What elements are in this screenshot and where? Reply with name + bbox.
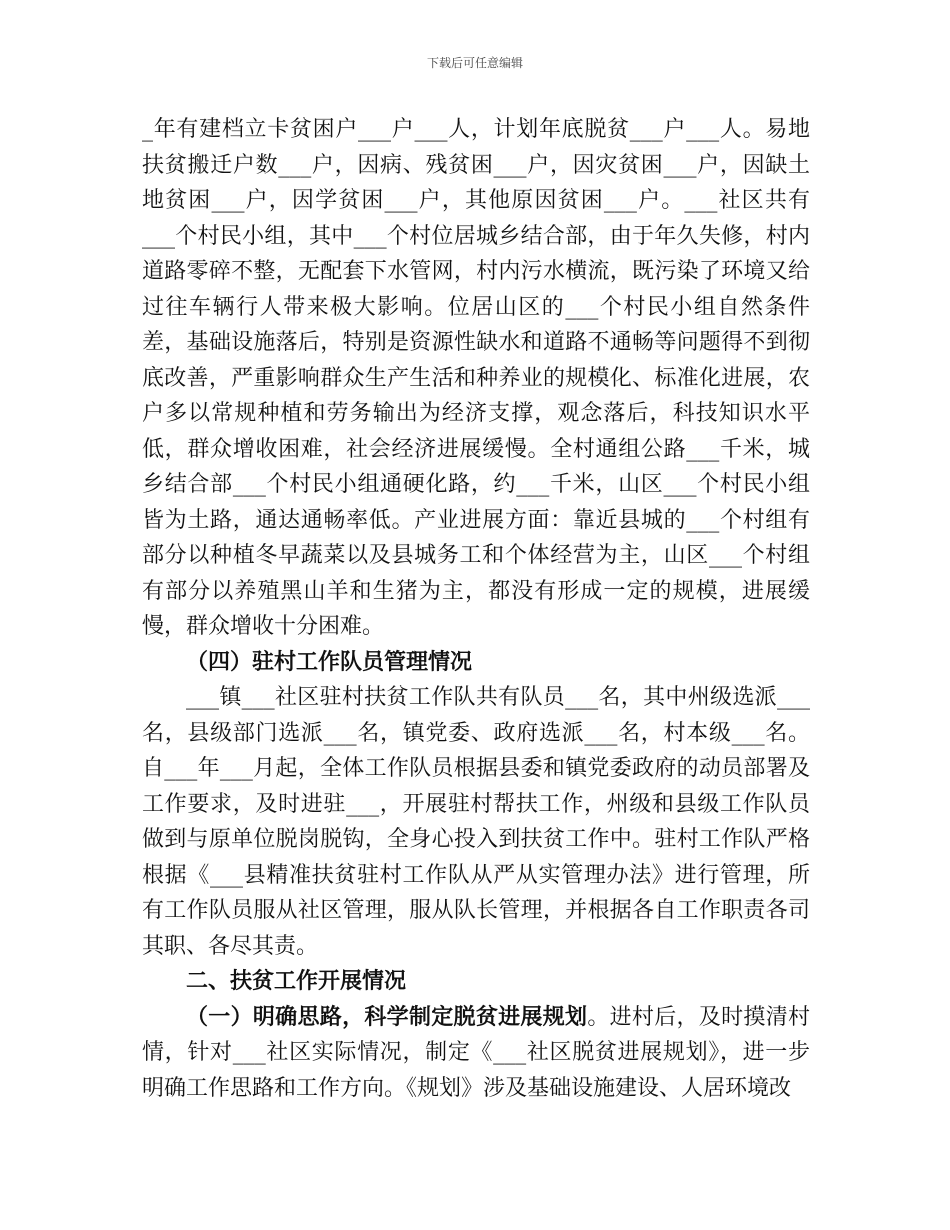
paragraph-planning bbox=[142, 1000, 810, 1107]
page-header: 下载后可任意编辑 bbox=[426, 56, 523, 70]
section-heading-team-management: （四）驻村工作队员管理情况 bbox=[186, 648, 473, 675]
paragraph-team-management: ___镇___社区驻村扶贫工作队共有队员___名，其中州级选派___名，县级部门选派___名，镇党委、政府选派___名，村本级___名。自___年___月起，全体工作队员根据县委和镇党委政府的动员部署及工作要求，及时进驻___，开展驻村帮扶工作，州级和县级工作队员做到与原单位脱岗脱钩，全身心投入到扶贫工作中。驻村工作队严格根据《___县精准扶贫驻村工作队从严从实管理办法》进行管理，所有工作队员服从社区管理，服从队长管理，并根据各自工作职责各司其职、各尽其责。 bbox=[142, 685, 810, 959]
paragraph-poverty-overview: _年有建档立卡贫困户___户___人，计划年底脱贫___户___人。易地扶贫搬迁户数___户，因病、残贫困___户，因灾贫困___户，因缺土地贫困___户，因学贫困___户，其他原因贫困___户。___社区共有___个村民小组，其中___个村位居城乡结合部，由于年久失修，村内道路零碎不整，无配套下水管网，村内污水横流，既污染了环境又给过往车辆行人带来极大影响。位居山区的___个村民小组自然条件差，基础设施落后，特别是资源性缺水和道路不通畅等问题得不到彻底改善，严重影响群众生产生活和种养业的规模化、标准化进展，农户多以常规种植和劳务输出为经济支撑，观念落后，科技知识水平低，群众增收困难，社会经济进展缓慢。全村通组公路___千米，城乡结合部___个村民小组通硬化路，约___千米，山区___个村民小组皆为土路，通达通畅率低。产业进展方面：靠近县城的___个村组有部分以种植冬早蔬菜以及县城务工和个体经营为主，山区___个村组有部分以养殖黑山羊和生猪为主，都没有形成一定的规模，进展缓慢，群众增收十分困难。 bbox=[142, 117, 810, 639]
document-body bbox=[142, 112, 810, 1106]
paragraph-planning-text: 。进村后，及时摸清村情，针对___社区实际情况，制定《___社区脱贫进展规划》，进一步明确工作思路和工作方向。《规划》涉及基础设施建设、人居环境改 bbox=[142, 1004, 810, 1101]
section-heading-work-progress: 二、扶贫工作开展情况 bbox=[186, 968, 407, 994]
paragraph-planning-lead: （一）明确思路，科学制定脱贫进展规划 bbox=[186, 1003, 588, 1030]
